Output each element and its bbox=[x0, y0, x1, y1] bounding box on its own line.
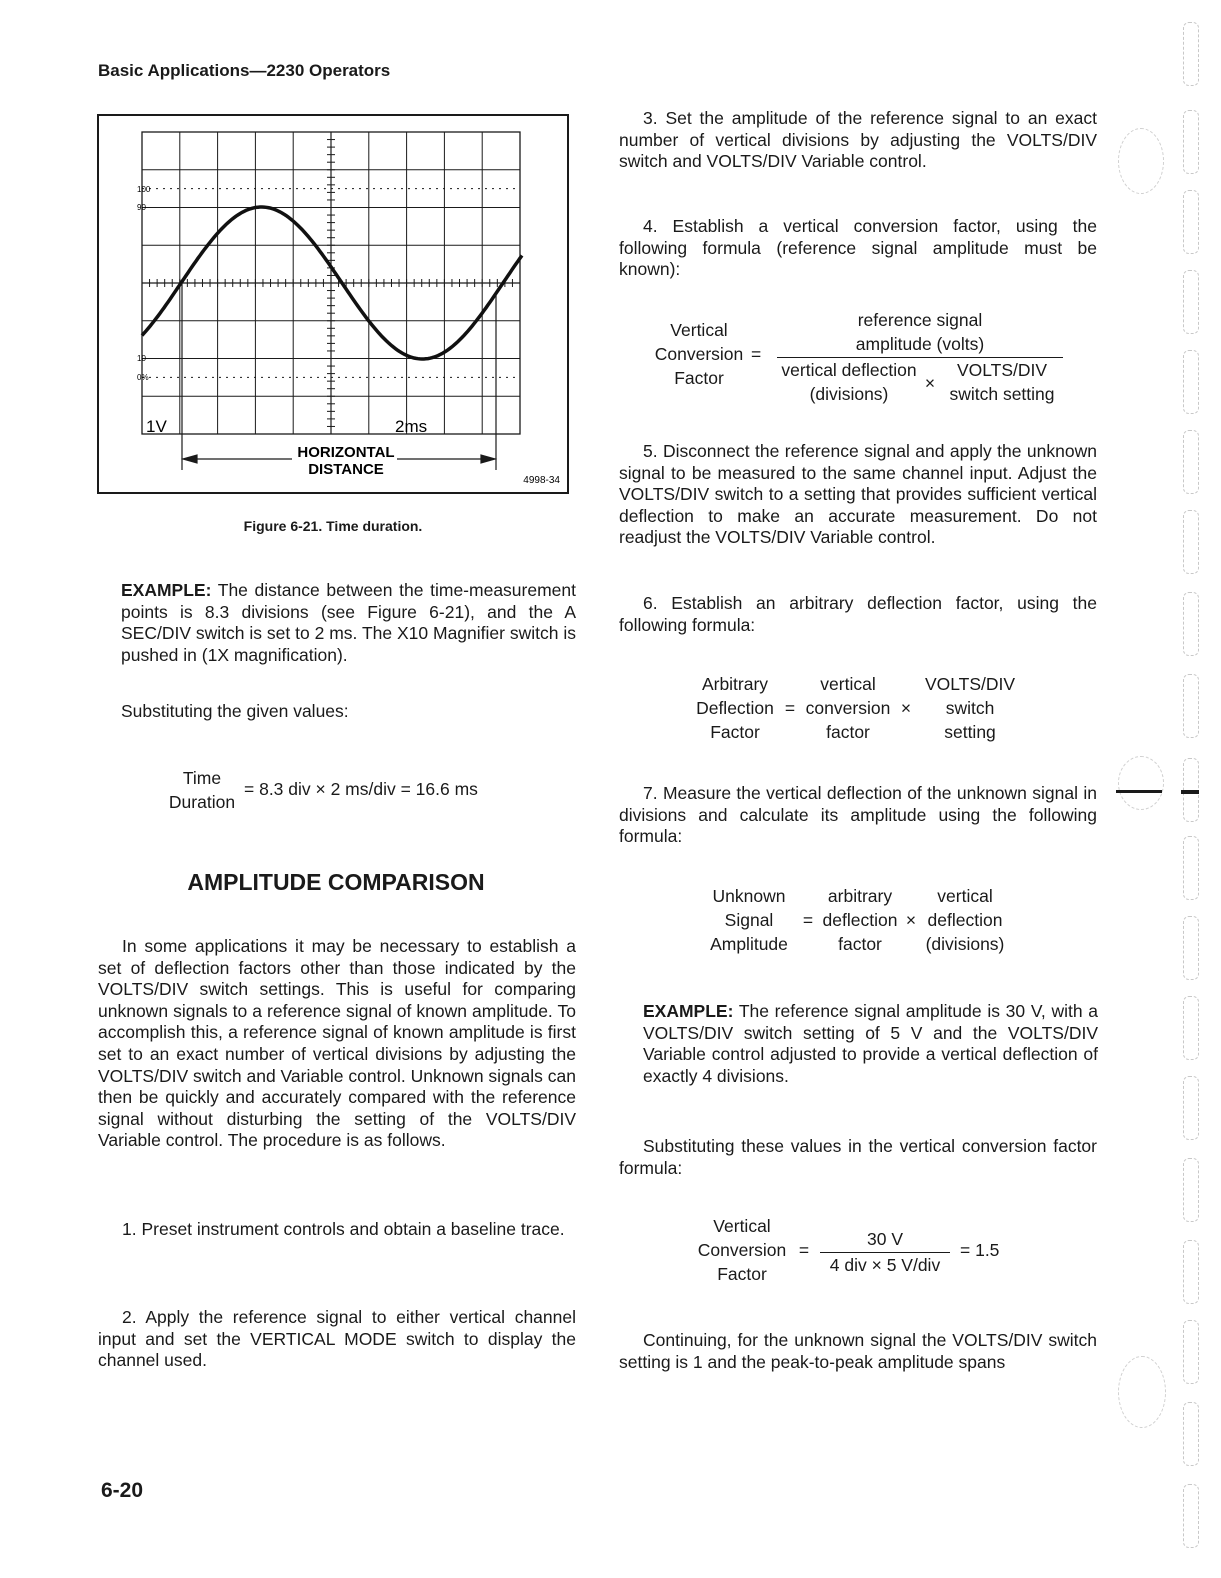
vcf-den-1b: (divisions) bbox=[809, 384, 889, 404]
usa-c1-1: Unknown bbox=[712, 886, 786, 906]
vcf-den-2b: switch setting bbox=[949, 384, 1055, 404]
punch-hole-shadow bbox=[1116, 790, 1162, 793]
calc-formula bbox=[690, 1216, 1030, 1291]
volts-readout: 1V bbox=[146, 417, 167, 436]
punch-hole bbox=[1118, 756, 1164, 810]
vcf-lhs-1: Vertical bbox=[670, 320, 728, 340]
calc-fraction-bar bbox=[820, 1252, 950, 1253]
time-readout: 2ms bbox=[395, 417, 428, 436]
left-step2: 2. Apply the reference signal to either vertical channel input and set the VERTICAL MODE switch to display the channel used. bbox=[98, 1307, 576, 1371]
adf-formula bbox=[690, 674, 1040, 749]
adf-c2-3: factor bbox=[826, 722, 870, 742]
right-step7: 7. Measure the vertical deflection of the unknown signal in divisions and calculate its amplitude using the following formula: bbox=[619, 783, 1097, 847]
vcf-fraction-bar bbox=[777, 357, 1063, 358]
usa-eq: = bbox=[802, 910, 814, 930]
usa-c2-1: arbitrary bbox=[827, 886, 893, 906]
adf-c3-3: setting bbox=[944, 722, 996, 742]
vcf-lhs-2: Conversion bbox=[654, 344, 744, 364]
usa-c1-3: Amplitude bbox=[710, 934, 788, 954]
adf-c3-2: switch bbox=[945, 698, 995, 718]
adf-c1-2: Deflection bbox=[696, 698, 774, 718]
right-step6: 6. Establish an arbitrary deflection factor, using the following formula: bbox=[619, 593, 1097, 635]
vcf-formula bbox=[645, 310, 1085, 410]
oscilloscope-graticule bbox=[97, 114, 569, 494]
right-example-label: EXAMPLE: bbox=[643, 1001, 734, 1021]
horizontal-label: HORIZONTAL bbox=[297, 444, 395, 461]
time-duration-formula bbox=[162, 768, 242, 813]
usa-c2-3: factor bbox=[838, 934, 882, 954]
label-10: 10 bbox=[137, 354, 146, 363]
usa-c1-2: Signal bbox=[724, 910, 774, 930]
adf-c2-2: conversion bbox=[805, 698, 891, 718]
distance-label: DISTANCE bbox=[308, 461, 384, 478]
calc-num: 30 V bbox=[867, 1229, 903, 1249]
punch-hole bbox=[1118, 128, 1164, 194]
figure-caption: Figure 6-21. Time duration. bbox=[243, 518, 423, 534]
usa-c3-3: (divisions) bbox=[925, 934, 1005, 954]
adf-c3-1: VOLTS/DIV bbox=[924, 674, 1016, 694]
calc-den: 4 div × 5 V/div bbox=[829, 1255, 941, 1275]
figure-time-duration bbox=[97, 114, 569, 494]
vcf-den-2a: VOLTS/DIV bbox=[956, 360, 1048, 380]
page-number: 6-20 bbox=[101, 1479, 144, 1502]
punch-hole bbox=[1118, 1356, 1166, 1428]
duration-word: Duration bbox=[168, 792, 236, 812]
calc-lhs-3: Factor bbox=[717, 1264, 767, 1284]
calc-result: = 1.5 bbox=[960, 1240, 1000, 1260]
left-step1: 1. Preset instrument controls and obtain a baseline trace. bbox=[122, 1219, 565, 1239]
adf-times: × bbox=[900, 698, 912, 718]
right-step5: 5. Disconnect the reference signal and apply the unknown signal to be measured to the same channel input. Adjust the VOLTS/DIV switch to a setting that provides sufficient vertical deflection to make an accurate measurement. Do not readjust the VOLTS/DIV Variable control. bbox=[619, 441, 1097, 548]
right-continuing: Continuing, for the unknown signal the VOLTS/DIV switch setting is 1 and the peak-to-peak amplitude spans bbox=[619, 1330, 1097, 1372]
figure-id: 4998-34 bbox=[523, 475, 560, 486]
label-100: 100 bbox=[137, 185, 151, 194]
left-substituting: Substituting the given values: bbox=[121, 701, 349, 721]
right-example-text: The reference signal amplitude is 30 V, with a VOLTS/DIV switch setting of 5 V and the VOLTS/DIV Variable control adjusted to provide a vertical deflection of exactly 4 divisions. bbox=[643, 1001, 1098, 1086]
usa-c3-2: deflection bbox=[927, 910, 1003, 930]
time-word: Time bbox=[182, 768, 222, 788]
example-text: The distance between the time-measurement points is 8.3 divisions (see Figure 6-21), and the A SEC/DIV switch is set to 2 ms. The X10 Magnifier switch is pushed in (1X magnification). bbox=[121, 580, 576, 665]
calc-lhs-1: Vertical bbox=[713, 1216, 771, 1236]
calc-eq: = bbox=[798, 1240, 810, 1260]
vcf-times: × bbox=[924, 373, 936, 393]
vcf-den-1a: vertical deflection bbox=[781, 360, 917, 380]
adf-c1-1: Arbitrary bbox=[701, 674, 769, 694]
adf-c1-3: Factor bbox=[710, 722, 760, 742]
usa-times: × bbox=[905, 910, 917, 930]
right-step4: 4. Establish a vertical conversion factor, using the following formula (reference signal amplitude must be known): bbox=[619, 216, 1097, 280]
usa-c3-1: vertical bbox=[937, 886, 993, 906]
calc-lhs-2: Conversion bbox=[697, 1240, 787, 1260]
right-step3: 3. Set the amplitude of the reference signal to an exact number of vertical divisions by adjusting the VOLTS/DIV switch and VOLTS/DIV Variable control. bbox=[619, 108, 1097, 172]
adf-eq: = bbox=[784, 698, 796, 718]
page-header: Basic Applications—2230 Operators bbox=[98, 61, 391, 80]
label-90: 90 bbox=[137, 203, 146, 212]
right-example bbox=[643, 1001, 1098, 1087]
margin-tabs bbox=[1175, 0, 1205, 1578]
vcf-num-2: amplitude (volts) bbox=[855, 334, 985, 354]
time-duration-rhs: = 8.3 div × 2 ms/div = 16.6 ms bbox=[244, 779, 478, 799]
right-substituting: Substituting these values in the vertical conversion factor formula: bbox=[619, 1136, 1097, 1178]
vcf-num-1: reference signal bbox=[857, 310, 983, 330]
section-title: AMPLITUDE COMPARISON bbox=[187, 869, 485, 895]
label-0: 0% bbox=[137, 373, 149, 382]
left-example bbox=[121, 580, 576, 666]
usa-formula bbox=[700, 886, 1020, 961]
vcf-eq: = bbox=[751, 344, 762, 364]
left-intro: In some applications it may be necessary to establish a set of deflection factors other than those indicated by the VOLTS/DIV switch settings. This is useful for comparing unknown signals to a reference signal of known amplitude. To accomplish this, a reference signal of known amplitude is first set to an exact number of vertical divisions by adjusting the VOLTS/DIV switch and Variable control. Unknown signals can then be quickly and accurately compared with the reference signal without disturbing the setting of the VOLTS/DIV Variable control. The procedure is as follows. bbox=[98, 936, 576, 1151]
usa-c2-2: deflection bbox=[822, 910, 898, 930]
adf-c2-1: vertical bbox=[820, 674, 876, 694]
vcf-lhs-3: Factor bbox=[674, 368, 724, 388]
example-label: EXAMPLE: bbox=[121, 580, 212, 600]
